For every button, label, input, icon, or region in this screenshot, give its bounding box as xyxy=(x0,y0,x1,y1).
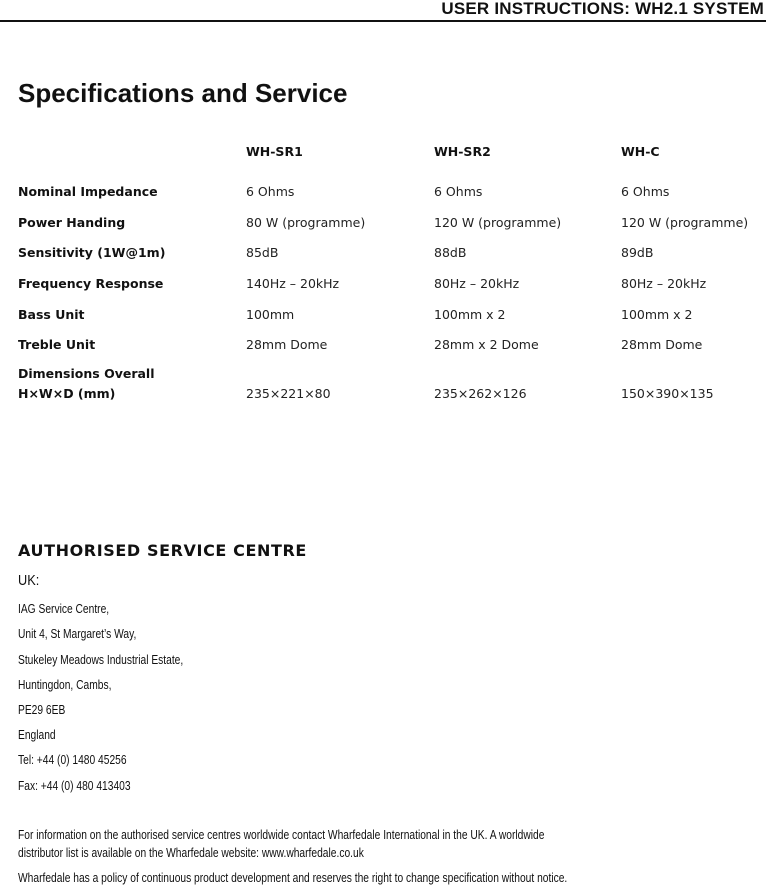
spec-cell: 100mm x 2 xyxy=(434,307,506,322)
spec-cell: 100mm x 2 xyxy=(621,307,693,322)
address-line: England xyxy=(18,728,56,742)
spec-label-dimensions: Dimensions Overall xyxy=(18,366,155,381)
header-divider xyxy=(0,20,766,22)
spec-cell: 150×390×135 xyxy=(621,386,714,401)
spec-cell: 235×262×126 xyxy=(434,386,527,401)
address-line: Huntingdon, Cambs, xyxy=(18,678,112,692)
spec-label-impedance: Nominal Impedance xyxy=(18,184,158,199)
spec-label-power: Power Handing xyxy=(18,215,126,230)
service-country: UK: xyxy=(18,572,40,589)
spec-label-treble: Treble Unit xyxy=(18,337,96,352)
address-line: IAG Service Centre, xyxy=(18,602,110,616)
spec-cell: 80 W (programme) xyxy=(246,215,366,230)
spec-label-dimensions-units: H×W×D (mm) xyxy=(18,386,116,401)
spec-cell: 6 Ohms xyxy=(246,184,295,199)
spec-cell: 6 Ohms xyxy=(434,184,483,199)
info-text: distributor list is available on the Wharfedale website: www.wharfedale.co.uk xyxy=(18,846,364,860)
address-line: PE29 6EB xyxy=(18,703,66,717)
spec-cell: 89dB xyxy=(621,245,654,260)
spec-cell: 80Hz – 20kHz xyxy=(621,276,707,291)
spec-cell: 28mm x 2 Dome xyxy=(434,337,539,352)
spec-cell: 88dB xyxy=(434,245,467,260)
spec-label-frequency: Frequency Response xyxy=(18,276,164,291)
header-title: USER INSTRUCTIONS: WH2.1 SYSTEM xyxy=(441,0,764,18)
spec-cell: 85dB xyxy=(246,245,279,260)
spec-cell: 80Hz – 20kHz xyxy=(434,276,520,291)
spec-cell: 120 W (programme) xyxy=(621,215,749,230)
fax-line: Fax: +44 (0) 480 413403 xyxy=(18,779,131,793)
column-header-wh-c: WH-C xyxy=(621,144,660,159)
page-title: Specifications and Service xyxy=(18,78,348,108)
spec-cell: 140Hz – 20kHz xyxy=(246,276,340,291)
address-line: Unit 4, St Margaret’s Way, xyxy=(18,627,137,641)
service-section-title: AUTHORISED SERVICE CENTRE xyxy=(18,541,307,560)
column-header-wh-sr2: WH-SR2 xyxy=(434,144,491,159)
spec-cell: 6 Ohms xyxy=(621,184,670,199)
spec-label-bass: Bass Unit xyxy=(18,307,85,322)
spec-cell: 28mm Dome xyxy=(621,337,703,352)
spec-cell: 235×221×80 xyxy=(246,386,331,401)
policy-text: Wharfedale has a policy of continuous product development and reserves the right to change specification without notice. xyxy=(18,871,568,885)
spec-cell: 100mm xyxy=(246,307,295,322)
info-text: For information on the authorised service centres worldwide contact Wharfedale International in the UK. A worldwide xyxy=(18,828,545,842)
spec-cell: 120 W (programme) xyxy=(434,215,562,230)
phone-line: Tel: +44 (0) 1480 45256 xyxy=(18,753,127,767)
spec-cell: 28mm Dome xyxy=(246,337,328,352)
spec-label-sensitivity: Sensitivity (1W@1m) xyxy=(18,245,166,260)
address-line: Stukeley Meadows Industrial Estate, xyxy=(18,653,184,667)
column-header-wh-sr1: WH-SR1 xyxy=(246,144,303,159)
